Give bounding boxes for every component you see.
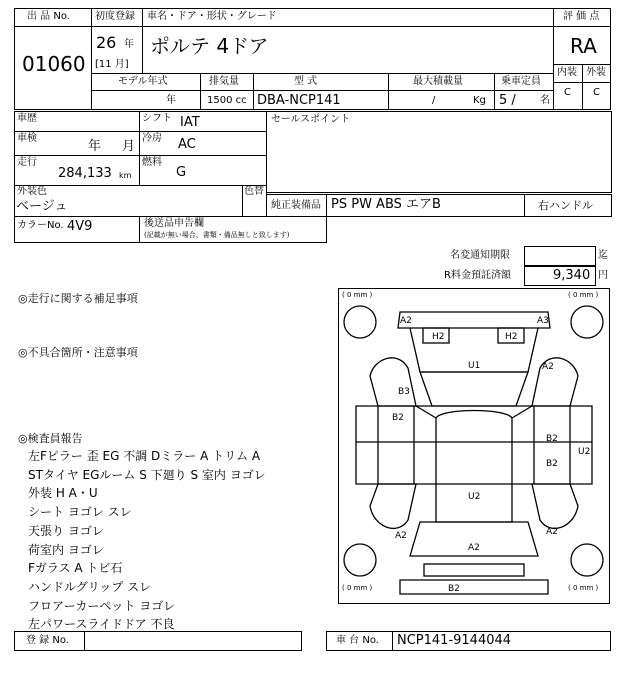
inspector-line: 左Fピラー 歪 EG 不調 Dミラー A トリム A <box>28 449 261 463</box>
wheel-front-left <box>344 306 376 338</box>
name-change-label: 名変通知期限 <box>450 250 510 261</box>
wheel-front-right <box>571 306 603 338</box>
inspector-line: シート ヨゴレ スレ <box>28 505 132 520</box>
mark-u2-center: U2 <box>468 492 481 502</box>
history-label: 車歴 <box>17 113 37 124</box>
lot-number: 01060 <box>22 52 86 76</box>
inspector-line: STタイヤ EGルーム S 下廻り S 室内 ヨゴレ <box>28 467 266 482</box>
tire-rr-label: ( 0 mm ) <box>568 584 599 592</box>
color-no-value: 4V9 <box>67 219 93 234</box>
reg-year-unit: 年 <box>124 39 134 50</box>
inspector-line: Fガラス A トビ石 <box>28 561 123 576</box>
name-change-box <box>524 246 596 266</box>
interior-grade: C <box>564 87 571 98</box>
reg-no-label: 登 録 No. <box>26 635 69 646</box>
ac-value: AC <box>178 137 196 152</box>
tire-fl-label: ( 0 mm ) <box>342 291 373 299</box>
car-name: ポルテ 4ドア <box>150 34 269 58</box>
mark-h2-left: H2 <box>432 332 445 342</box>
inspector-line: 天張り ヨゴレ <box>28 523 104 538</box>
chassis-label: 車 台 No. <box>336 635 379 646</box>
driving-notes-label: ◎走行に関する補足事項 <box>18 292 138 305</box>
inspection-label: 車検 <box>17 133 37 144</box>
exterior-color-label: 外装色 <box>17 186 47 197</box>
first-reg-label: 初度登録 <box>95 11 135 22</box>
mark-u2-right: U2 <box>578 447 591 457</box>
wheel-rear-left <box>344 544 376 576</box>
mark-b2-right-2: B2 <box>546 459 558 469</box>
inspection-month: 月 <box>122 139 136 154</box>
tire-rl-label: ( 0 mm ) <box>342 584 373 592</box>
interior-label: 内装 <box>557 67 577 78</box>
name-change-unit: 迄 <box>598 250 608 261</box>
car-diagram <box>338 288 610 604</box>
exterior-grade: C <box>593 87 600 98</box>
mileage-label: 走行 <box>17 157 37 168</box>
chassis-value: NCP141-9144044 <box>397 633 512 648</box>
type-label: 型 式 <box>294 76 318 87</box>
inspector-line: 外装 H A・U <box>28 486 98 501</box>
fuel-value: G <box>176 165 187 180</box>
tire-fr-label: ( 0 mm ) <box>568 291 599 299</box>
recycle-label: R料金預託済額 <box>444 270 511 281</box>
inspection-year: 年 <box>88 139 102 154</box>
mark-a2-front-left: A2 <box>400 316 412 326</box>
mark-a2-rear-right: A2 <box>546 527 558 537</box>
mark-b2-rear: B2 <box>448 584 460 594</box>
mark-b2-left: B2 <box>392 413 404 423</box>
exterior-color-value: ベージュ <box>16 199 68 214</box>
mark-a2-left-rear: A2 <box>395 531 407 541</box>
recycle-value: 9,340 <box>553 268 591 283</box>
mileage-unit: km <box>119 171 132 180</box>
max-load-unit: Kg <box>473 95 486 106</box>
specs-box <box>14 111 267 186</box>
model-year-label: モデル年式 <box>118 76 168 87</box>
capacity-value: 5 / <box>499 93 516 108</box>
post-declaration-label: 後送品申告欄 <box>144 218 204 229</box>
steering-value: 右ハンドル <box>538 199 593 212</box>
post-declaration-note: (記載が無い場合、書類・備品無しと致します) <box>144 231 290 239</box>
car-name-label: 車名・ドア・形状・グレード <box>147 11 277 22</box>
inspector-line: 左パワースライドドア 不良 <box>28 617 175 632</box>
displacement-value: 1500 cc <box>207 95 247 106</box>
lot-label: 出 品 No. <box>27 11 70 22</box>
reg-month: [11 月] <box>95 59 129 70</box>
capacity-unit: 名 <box>540 95 550 106</box>
inspector-label: ◎検査員報告 <box>18 432 83 445</box>
color-change-label: 色替 <box>244 186 264 197</box>
model-year-unit: 年 <box>166 95 176 106</box>
score-label: 評 価 点 <box>563 11 600 22</box>
inspector-line: ハンドルグリップ スレ <box>28 579 152 594</box>
max-load-label: 最大積載量 <box>413 76 463 87</box>
type-value: DBA-NCP141 <box>257 93 341 108</box>
genuine-equipment-label: 純正装備品 <box>271 200 321 211</box>
sales-point-label: セールスポイント <box>271 114 351 125</box>
reg-year: 26 <box>96 33 117 52</box>
mark-u1: U1 <box>468 361 481 371</box>
recycle-unit: 円 <box>598 270 608 281</box>
shift-label: シフト <box>142 113 172 124</box>
mark-h2-right: H2 <box>505 332 518 342</box>
exterior-label: 外装 <box>586 67 606 78</box>
genuine-equipment-value: PS PW ABS エアB <box>331 197 441 212</box>
mark-a2-rear: A2 <box>468 543 480 553</box>
ac-label: 冷房 <box>142 133 162 144</box>
inspector-line: 荷室内 ヨゴレ <box>28 542 104 557</box>
score-value: RA <box>570 34 597 58</box>
mark-b3: B3 <box>398 387 410 397</box>
capacity-label: 乗車定員 <box>501 76 541 87</box>
mark-a3-front-right: A3 <box>537 316 549 326</box>
fuel-label: 燃料 <box>142 157 162 168</box>
mark-a2-right-fender: A2 <box>542 362 554 372</box>
inspector-line: フロアーカーペット ヨゴレ <box>28 598 176 613</box>
defects-label: ◎不具合箇所・注意事項 <box>18 346 138 359</box>
shift-value: IAT <box>180 115 200 130</box>
displacement-label: 排気量 <box>209 76 239 87</box>
inspector-report <box>28 447 266 634</box>
mileage-value: 284,133 <box>58 166 112 181</box>
color-no-label: カラーNo. <box>17 220 64 231</box>
wheel-rear-right <box>571 544 603 576</box>
max-load-sep: / <box>432 95 436 106</box>
mark-b2-right-1: B2 <box>546 434 558 444</box>
